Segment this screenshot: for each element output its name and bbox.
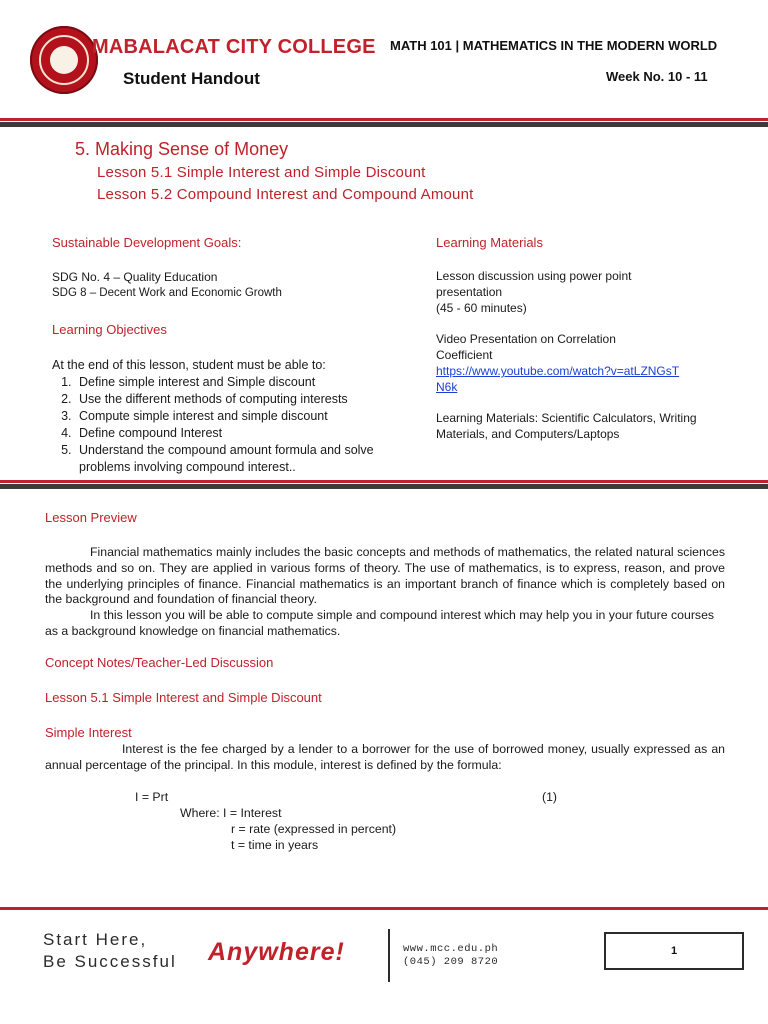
phone-text: (045) 209 8720 xyxy=(403,956,499,968)
college-logo xyxy=(30,26,98,94)
sdg-list xyxy=(52,269,392,301)
doc-type: Student Handout xyxy=(123,69,260,88)
page-number-box xyxy=(604,932,744,970)
concept-heading: Concept Notes/Teacher-Led Discussion xyxy=(45,655,274,670)
materials-heading: Learning Materials xyxy=(436,235,543,250)
preview-paragraph-1: Financial mathematics mainly includes the basic concepts and methods of mathematics, the related natural sciences methods and so on. They are applied in various forms of theory. The use of mathematics, is to express, reason, and prove the underlying principles of finance. Financial mathematics is an important branch of finance which is completely based on the background and foundation of financial theory. xyxy=(45,545,725,607)
lesson-title-1: Lesson 5.1 Simple Interest and Simple Discount xyxy=(97,164,426,181)
objective-item: 4. Define compound Interest xyxy=(75,425,412,442)
lesson-discussion-text: Lesson discussion using power point presentation xyxy=(436,269,632,299)
footer-contact xyxy=(403,943,498,969)
college-name: MABALACAT CITY COLLEGE xyxy=(92,36,376,58)
section-divider-red xyxy=(0,480,768,483)
slogan-emphasis: Anywhere! xyxy=(208,938,345,966)
slogan-line-1: Start Here, xyxy=(43,930,148,949)
simple-interest-text: Interest is the fee charged by a lender to a borrower for the use of borrowed money, usually expressed as an annual percentage of the principal. In this module, interest is defined by the formula: xyxy=(45,742,725,772)
materials-list-text: Learning Materials: Scientific Calculators, Writing Materials, and Computers/Laptops xyxy=(436,411,697,441)
preview-heading: Lesson Preview xyxy=(45,510,137,525)
page-number: 1 xyxy=(670,945,678,957)
footer-separator xyxy=(388,929,390,982)
header-divider-dark xyxy=(0,122,768,127)
video-text: Video Presentation on Correlation Coefficient xyxy=(436,332,616,362)
formula-time: t = time in years xyxy=(231,838,319,852)
objective-item: 1. Define simple interest and Simple discount xyxy=(75,374,412,391)
objectives-list xyxy=(24,374,412,476)
objectives-block xyxy=(52,357,412,476)
sdg-heading: Sustainable Development Goals: xyxy=(52,235,242,250)
objective-item: 3. Compute simple interest and simple discount xyxy=(75,408,412,425)
formula: I = Prt xyxy=(135,790,169,804)
objective-item: 2. Use the different methods of computing interests xyxy=(75,391,412,408)
preview-body xyxy=(45,545,725,640)
video-link[interactable]: https://www.youtube.com/watch?v=atLZNGsTN6k xyxy=(436,364,680,394)
slogan-line-2: Be Successful xyxy=(43,952,177,971)
objectives-heading: Learning Objectives xyxy=(52,322,167,337)
formula-where: Where: I = Interest xyxy=(180,806,282,820)
sdg-item: SDG No. 4 – Quality Education xyxy=(52,270,218,284)
duration-text: (45 - 60 minutes) xyxy=(436,301,527,315)
lesson-title-2: Lesson 5.2 Compound Interest and Compound Amount xyxy=(97,186,474,203)
week-number: Week No. 10 - 11 xyxy=(606,69,708,84)
formula-rate: r = rate (expressed in percent) xyxy=(231,822,397,836)
logo-seal xyxy=(50,46,78,74)
footer-divider xyxy=(0,907,768,910)
simple-interest-heading: Simple Interest xyxy=(45,725,132,740)
preview-paragraph-2: In this lesson you will be able to compute simple and compound interest which may help you in your future courses as a background knowledge on financial mathematics. xyxy=(45,608,715,638)
concept-lesson-heading: Lesson 5.1 Simple Interest and Simple Discount xyxy=(45,690,322,705)
website-text: www.mcc.edu.ph xyxy=(403,943,499,955)
objectives-intro: At the end of this lesson, student must be able to: xyxy=(52,358,326,372)
section-divider-dark xyxy=(0,484,768,489)
sdg-item: SDG 8 – Decent Work and Economic Growth xyxy=(52,287,282,299)
course-title: MATH 101 | MATHEMATICS IN THE MODERN WORLD xyxy=(390,38,718,53)
formula-number: (1) xyxy=(542,790,558,804)
materials-block xyxy=(436,268,697,442)
objective-item: 5. Understand the compound amount formula and solve problems involving compound interest.. xyxy=(75,442,412,476)
header-divider-red xyxy=(0,118,768,121)
chapter-title: 5. Making Sense of Money xyxy=(75,139,289,159)
